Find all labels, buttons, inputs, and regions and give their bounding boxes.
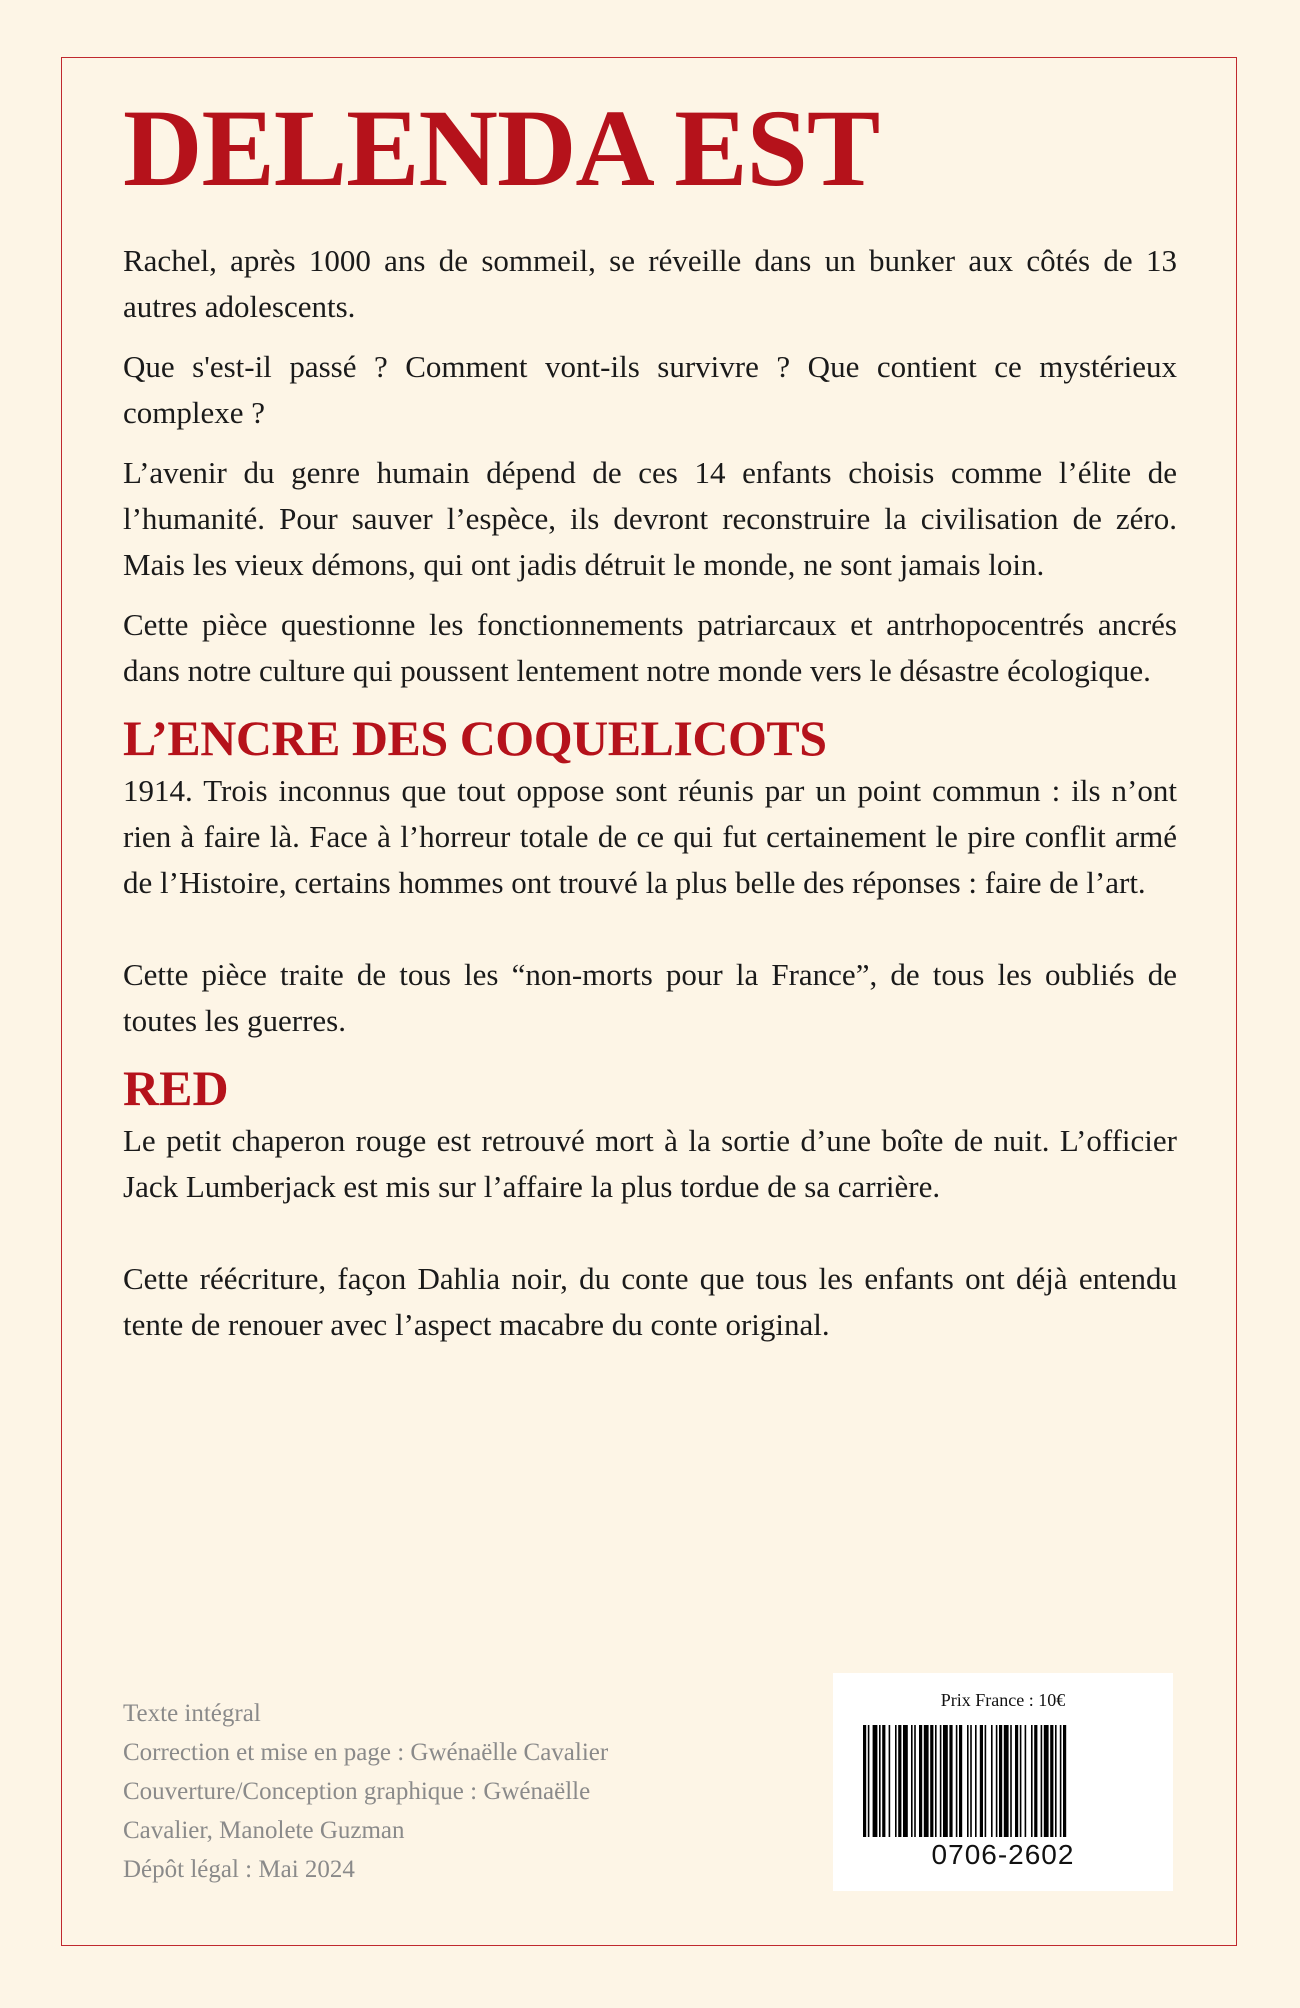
encre-paragraph-1: 1914. Trois inconnus que tout oppose sont réunis par un point commun : ils n’ont rien à faire là. Face à l’horreur totale de ce qui fut certainement le pire conflit armé de l’Histoire, certains hommes ont trouvé la plus belle des réponses : faire de l’art. (123, 772, 1177, 900)
credit-line: Dépôt légal : Mai 2024 (123, 1856, 355, 1883)
delenda-paragraph-2: Que s'est-il passé ? Comment vont-ils survivre ? Que contient ce mystérieux complexe ? (123, 348, 1177, 430)
credit-line: Couverture/Conception graphique : Gwénaëlle (123, 1778, 591, 1805)
section-title-encre-des-coquelicots: L’ENCRE DES COQUELICOTS (123, 709, 827, 766)
price-label: Prix France : 10€ (940, 1690, 1066, 1710)
barcode-image (863, 1725, 1143, 1837)
section-title-delenda-est: DELENDA EST (123, 87, 880, 209)
credit-line: Texte intégral (123, 1700, 261, 1727)
publication-credits (123, 1694, 723, 1889)
encre-paragraph-2: Cette pièce traite de tous les “non-morts pour la France”, de tous les oubliés de toutes les guerres. (123, 956, 1177, 1038)
red-paragraph-2: Cette réécriture, façon Dahlia noir, du conte que tous les enfants ont déjà entendu tente de renouer avec l’aspect macabre du conte original. (123, 1260, 1177, 1342)
section-title-red: RED (123, 1059, 229, 1116)
delenda-paragraph-3: L’avenir du genre humain dépend de ces 14 enfants choisis comme l’élite de l’humanité. Pour sauver l’espèce, ils devront reconstruire la civilisation de zéro. Mais les vieux démons, qui ont jadis détruit le monde, ne sont jamais loin. (123, 454, 1177, 582)
delenda-paragraph-4: Cette pièce questionne les fonctionnements patriarcaux et antrhopocentrés ancrés dans notre culture qui poussent lentement notre monde vers le désastre écologique. (123, 606, 1177, 688)
back-cover-content (123, 80, 1177, 1362)
red-paragraph-1: Le petit chaperon rouge est retrouvé mort à la sortie d’une boîte de nuit. L’officier Jack Lumberjack est mis sur l’affaire la plus tordue de sa carrière. (123, 1122, 1177, 1204)
barcode-number: 0706-2602 (931, 1839, 1075, 1870)
barcode-block (833, 1673, 1173, 1891)
delenda-paragraph-1: Rachel, après 1000 ans de sommeil, se réveille dans un bunker aux côtés de 13 autres adolescents. (123, 242, 1177, 324)
credit-line: Cavalier, Manolete Guzman (123, 1817, 405, 1844)
credit-line: Correction et mise en page : Gwénaëlle Cavalier (123, 1739, 609, 1766)
